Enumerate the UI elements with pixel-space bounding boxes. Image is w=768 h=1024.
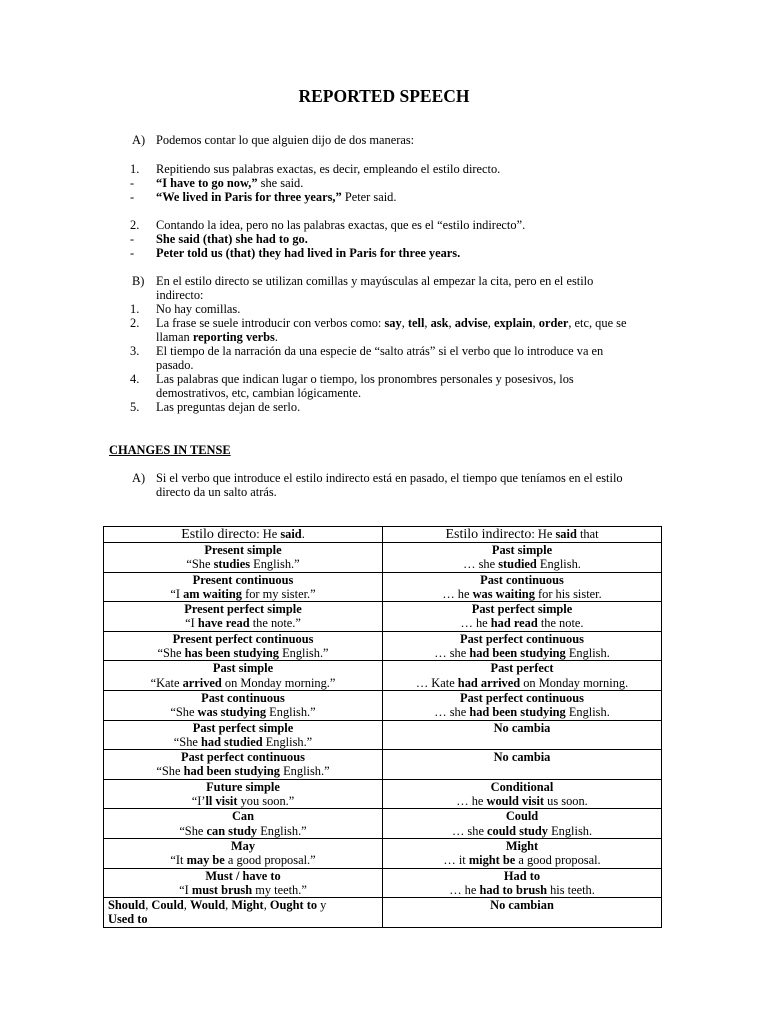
tense-name: Conditional: [490, 779, 554, 794]
changes-a-line2: directo da un salto atrás.: [156, 485, 277, 499]
item-text: El tiempo de la narración da una especie de “salto atrás” si el verbo que lo introduce va en: [156, 344, 604, 358]
example-sentence: “She has been studying English.”: [157, 646, 329, 661]
direct-cell: [104, 661, 383, 691]
example-sentence: … he had to brush his teeth.: [449, 882, 595, 897]
indirect-cell: [383, 868, 662, 898]
reporting-verbs-line2: llaman reporting verbs.: [156, 330, 278, 344]
changes-a-line1: Si el verbo que introduce el estilo indirecto está en pasado, el tiempo que teníamos en el estilo: [156, 471, 623, 485]
direct-cell: [104, 543, 383, 573]
example-sentence: “I must brush my teeth.”: [179, 882, 307, 897]
direct-cell: [104, 631, 383, 661]
section-b-label: B): [132, 274, 145, 288]
direct-cell: [104, 868, 383, 898]
example-sentence: … she had been studying English.: [434, 705, 610, 720]
example-sentence: … Kate had arrived on Monday morning.: [415, 675, 629, 690]
example-direct-2: “We lived in Paris for three years,” Peter said.: [156, 190, 397, 204]
example-sentence: “I am waiting for my sister.”: [170, 586, 316, 601]
example-sentence: … she studied English.: [463, 557, 581, 572]
tense-name: No cambia: [493, 750, 551, 765]
indirect-cell: [383, 661, 662, 691]
indirect-cell: [383, 720, 662, 750]
modal-verbs-cell: Should, Could, Would, Might, Ought to y Used to: [104, 898, 383, 928]
header-direct: Estilo directo: He said.: [104, 527, 383, 543]
indirect-cell: [383, 602, 662, 632]
example-sentence: … he would visit us soon.: [456, 794, 588, 809]
tense-name: Present perfect continuous: [172, 631, 314, 646]
example-sentence: … it might be a good proposal.: [443, 853, 601, 868]
tense-changes-table: [103, 526, 662, 928]
section-a-text: Podemos contar lo que alguien dijo de dos maneras:: [156, 133, 415, 147]
example-sentence: … he had read the note.: [460, 616, 584, 631]
tense-name: Past continuous: [480, 572, 564, 587]
item-number: 3.: [130, 344, 140, 358]
table-row: [104, 661, 662, 691]
table-row: [104, 809, 662, 839]
tense-name: Must / have to: [205, 868, 281, 883]
example-sentence: [520, 735, 523, 749]
example-sentence: “She was studying English.”: [170, 705, 316, 720]
item-text-cont: demostrativos, etc, cambian lógicamente.: [156, 386, 362, 400]
page-title: REPORTED SPEECH: [298, 86, 470, 106]
item-number: 1.: [130, 302, 140, 316]
indirect-cell: [383, 690, 662, 720]
example-sentence: … she could study English.: [451, 823, 593, 838]
tense-name: Past perfect continuous: [181, 750, 305, 765]
table-row: [104, 720, 662, 750]
table-row: [104, 602, 662, 632]
example-sentence: “She can study English.”: [179, 823, 307, 838]
item-text-cont: pasado.: [156, 358, 194, 372]
example-indirect-1: She said (that) she had to go.: [156, 232, 308, 246]
no-change-cell: No cambian: [383, 898, 662, 928]
table-row: [104, 543, 662, 573]
item-number: 2.: [130, 316, 140, 330]
example-sentence: … he was waiting for his sister.: [442, 586, 602, 601]
indirect-cell: [383, 838, 662, 868]
table-row: [104, 868, 662, 898]
tense-name: Past perfect continuous: [460, 631, 584, 646]
direct-cell: [104, 750, 383, 780]
item-text: Contando la idea, pero no las palabras exactas, que es el “estilo indirecto”.: [156, 218, 526, 232]
example-sentence: “I’ll visit you soon.”: [191, 794, 295, 809]
example-dash: -: [130, 232, 135, 246]
item-number: 4.: [130, 372, 140, 386]
tense-name: Might: [505, 838, 539, 853]
example-dash: -: [130, 176, 135, 190]
example-dash: -: [130, 190, 135, 204]
table-row: [104, 838, 662, 868]
section-b-line2: indirecto:: [156, 288, 204, 302]
direct-cell: [104, 572, 383, 602]
table-row: [104, 631, 662, 661]
table-row: [104, 750, 662, 780]
table-header-row: [104, 527, 662, 543]
indirect-cell: [383, 809, 662, 839]
indirect-cell: [383, 543, 662, 573]
example-dash: -: [130, 246, 135, 260]
section-heading: CHANGES IN TENSE: [109, 443, 231, 457]
item-text: Las palabras que indican lugar o tiempo, los pronombres personales y posesivos, los: [156, 372, 574, 386]
changes-a-label: A): [132, 471, 146, 485]
direct-cell: [104, 690, 383, 720]
table-row: [104, 572, 662, 602]
example-sentence: “I have read the note.”: [185, 616, 301, 631]
tense-name: Past perfect simple: [471, 602, 573, 617]
example-sentence: … she had been studying English.: [434, 646, 610, 661]
direct-cell: [104, 779, 383, 809]
table-row: [104, 898, 662, 928]
tense-name: Can: [231, 809, 255, 824]
example-direct-1: “I have to go now,” she said.: [156, 176, 304, 190]
tense-name: Present perfect simple: [184, 602, 302, 617]
tense-name: Past perfect: [490, 661, 554, 676]
indirect-cell: [383, 779, 662, 809]
tense-name: Present simple: [204, 543, 282, 557]
direct-cell: [104, 720, 383, 750]
tense-name: Past simple: [212, 661, 274, 676]
tense-name: Past simple: [491, 543, 553, 557]
example-indirect-2: Peter told us (that) they had lived in Paris for three years.: [156, 246, 461, 260]
item-number: 5.: [130, 400, 140, 414]
example-sentence: “She had been studying English.”: [156, 764, 330, 779]
direct-cell: [104, 838, 383, 868]
direct-cell: [104, 602, 383, 632]
section-b-line1: En el estilo directo se utilizan comillas y mayúsculas al empezar la cita, pero en el estilo: [156, 274, 594, 288]
example-sentence: “It may be a good proposal.”: [170, 853, 316, 868]
item-text: Las preguntas dejan de serlo.: [156, 400, 301, 414]
direct-cell: [104, 809, 383, 839]
example-sentence: “She had studied English.”: [173, 734, 313, 749]
reporting-verbs-line: La frase se suele introducir con verbos como: say, tell, ask, advise, explain, order, etc, que se: [156, 316, 627, 330]
item-text: Repitiendo sus palabras exactas, es decir, empleando el estilo directo.: [156, 162, 501, 176]
tense-name: Past perfect simple: [192, 720, 294, 735]
indirect-cell: [383, 631, 662, 661]
indirect-cell: [383, 572, 662, 602]
tense-name: Had to: [503, 868, 541, 883]
tense-name: May: [230, 838, 256, 853]
tense-name: Past continuous: [201, 690, 285, 705]
tense-name: Past perfect continuous: [460, 690, 584, 705]
indirect-cell: [383, 750, 662, 780]
example-sentence: “Kate arrived on Monday morning.”: [150, 675, 336, 690]
item-number: 1.: [130, 162, 140, 176]
table-row: [104, 779, 662, 809]
tense-name: Future simple: [206, 779, 280, 794]
table-row: [104, 690, 662, 720]
example-sentence: “She studies English.”: [186, 557, 300, 572]
item-text: No hay comillas.: [156, 302, 241, 316]
section-a-label: A): [132, 133, 146, 147]
tense-name: Could: [505, 809, 539, 824]
tense-name: Present continuous: [192, 572, 294, 587]
header-indirect: Estilo indirecto: He said that: [383, 527, 662, 543]
example-sentence: [520, 764, 523, 778]
tense-name: No cambia: [493, 720, 551, 735]
item-number: 2.: [130, 218, 140, 232]
